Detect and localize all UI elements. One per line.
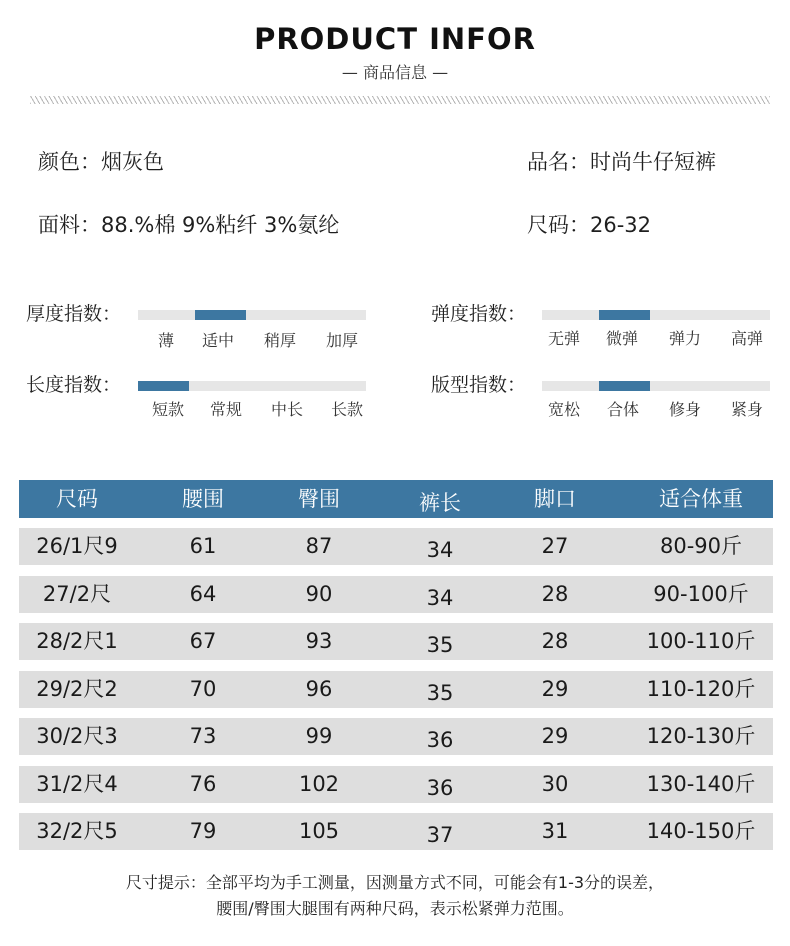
- size-note-line-2: 腰围/臀围大腿围有两种尺码，表示松紧弹力范围。: [216, 899, 574, 918]
- cell-waist: 64: [189, 581, 217, 606]
- cell-pants-length: 35: [426, 633, 454, 657]
- cell-weight: 110-120斤: [646, 676, 756, 701]
- cell-weight: 120-130斤: [646, 724, 756, 748]
- cell-waist: 76: [189, 771, 217, 796]
- cell-waist: 70: [189, 676, 217, 701]
- cell-weight: 100-110斤: [646, 629, 756, 653]
- cell-hip: 105: [298, 819, 340, 843]
- cell-size: 30/2尺3: [36, 724, 118, 748]
- cell-pants-length: 36: [426, 728, 454, 752]
- cell-weight: 80-90斤: [659, 534, 743, 558]
- elasticity-option: 高弹: [730, 329, 763, 348]
- cell-waist: 67: [189, 629, 217, 653]
- cell-leg-opening: 31: [541, 819, 569, 843]
- thickness-label: 厚度指数：: [26, 303, 122, 325]
- table-row: [19, 528, 773, 565]
- cell-size: 26/1尺9: [36, 534, 118, 558]
- length-option: 常规: [209, 400, 242, 419]
- length-bar: [138, 381, 366, 391]
- cell-weight: 130-140斤: [646, 771, 756, 796]
- cell-waist: 79: [189, 819, 217, 843]
- thickness-option: 稍厚: [263, 331, 296, 350]
- cell-hip: 102: [298, 771, 340, 796]
- elasticity-bar: [542, 310, 770, 320]
- thickness-option: 薄: [157, 331, 174, 350]
- cell-pants-length: 34: [426, 538, 454, 562]
- thickness-bar: [138, 310, 366, 320]
- cell-pants-length: 34: [426, 585, 454, 610]
- cell-pants-length: 36: [426, 775, 454, 800]
- thickness-bar-fill: [195, 310, 246, 320]
- info-product-name: 品名：时尚牛仔短裤: [527, 150, 716, 174]
- table-row: [19, 813, 773, 850]
- cell-hip: 90: [305, 581, 333, 606]
- fit-label: 版型指数：: [431, 374, 527, 396]
- cell-leg-opening: 28: [541, 581, 569, 606]
- cell-size: 32/2尺5: [36, 819, 118, 843]
- cell-size: 31/2尺4: [36, 771, 118, 796]
- cell-waist: 73: [189, 724, 217, 748]
- table-row: [19, 671, 773, 708]
- hatch-divider: [30, 96, 770, 104]
- cell-hip: 96: [305, 676, 333, 701]
- table-header: [19, 480, 773, 518]
- header-weight: 适合体重: [659, 487, 743, 511]
- page-title: PRODUCT INFOR: [254, 22, 536, 56]
- cell-hip: 93: [305, 629, 333, 653]
- fit-option: 宽松: [547, 400, 580, 419]
- info-size-range: 尺码：26-32: [527, 213, 652, 237]
- cell-weight: 140-150斤: [646, 819, 756, 843]
- table-row: [19, 718, 773, 755]
- header-leg-opening: 脚口: [534, 487, 576, 511]
- cell-hip: 87: [305, 534, 333, 558]
- size-note-line-1: 尺寸提示：全部平均为手工测量，因测量方式不同，可能会有1-3分的误差，: [125, 873, 665, 892]
- cell-size: 27/2尺: [42, 581, 112, 606]
- table-row: [19, 766, 773, 803]
- length-option: 中长: [270, 400, 303, 419]
- cell-size: 29/2尺2: [36, 676, 118, 701]
- elasticity-bar-fill: [599, 310, 650, 320]
- elasticity-option: 微弹: [605, 329, 638, 348]
- fit-bar: [542, 381, 770, 391]
- header-size: 尺码: [56, 487, 98, 511]
- length-option: 长款: [330, 400, 363, 419]
- cell-size: 28/2尺1: [36, 629, 118, 653]
- fit-option: 合体: [606, 400, 639, 419]
- cell-pants-length: 37: [426, 823, 454, 847]
- length-bar-fill: [138, 381, 189, 391]
- fit-option: 紧身: [730, 400, 763, 419]
- page-subtitle: — 商品信息 —: [341, 63, 449, 82]
- cell-waist: 61: [189, 534, 217, 558]
- length-label: 长度指数：: [26, 374, 122, 396]
- header-waist: 腰围: [182, 487, 224, 511]
- elasticity-option: 弹力: [668, 329, 701, 348]
- cell-leg-opening: 27: [541, 534, 569, 558]
- cell-hip: 99: [305, 724, 333, 748]
- table-row: [19, 623, 773, 660]
- cell-leg-opening: 30: [541, 771, 569, 796]
- table-row: [19, 576, 773, 613]
- cell-leg-opening: 28: [541, 629, 569, 653]
- cell-leg-opening: 29: [541, 724, 569, 748]
- elasticity-option: 无弹: [547, 329, 580, 348]
- cell-pants-length: 35: [426, 680, 454, 705]
- length-option: 短款: [151, 400, 184, 419]
- elasticity-label: 弹度指数：: [431, 303, 527, 325]
- info-color: 颜色：烟灰色: [38, 150, 164, 174]
- cell-weight: 90-100斤: [653, 581, 749, 606]
- thickness-option: 适中: [201, 331, 234, 350]
- info-fabric: 面料：88.%棉 9%粘纤 3%氨纶: [38, 213, 340, 237]
- header-hip: 臀围: [298, 487, 340, 511]
- header-pants-length: 裤长: [419, 491, 461, 515]
- thickness-option: 加厚: [325, 331, 358, 350]
- fit-option: 修身: [668, 400, 701, 419]
- cell-leg-opening: 29: [541, 676, 569, 701]
- fit-bar-fill: [599, 381, 650, 391]
